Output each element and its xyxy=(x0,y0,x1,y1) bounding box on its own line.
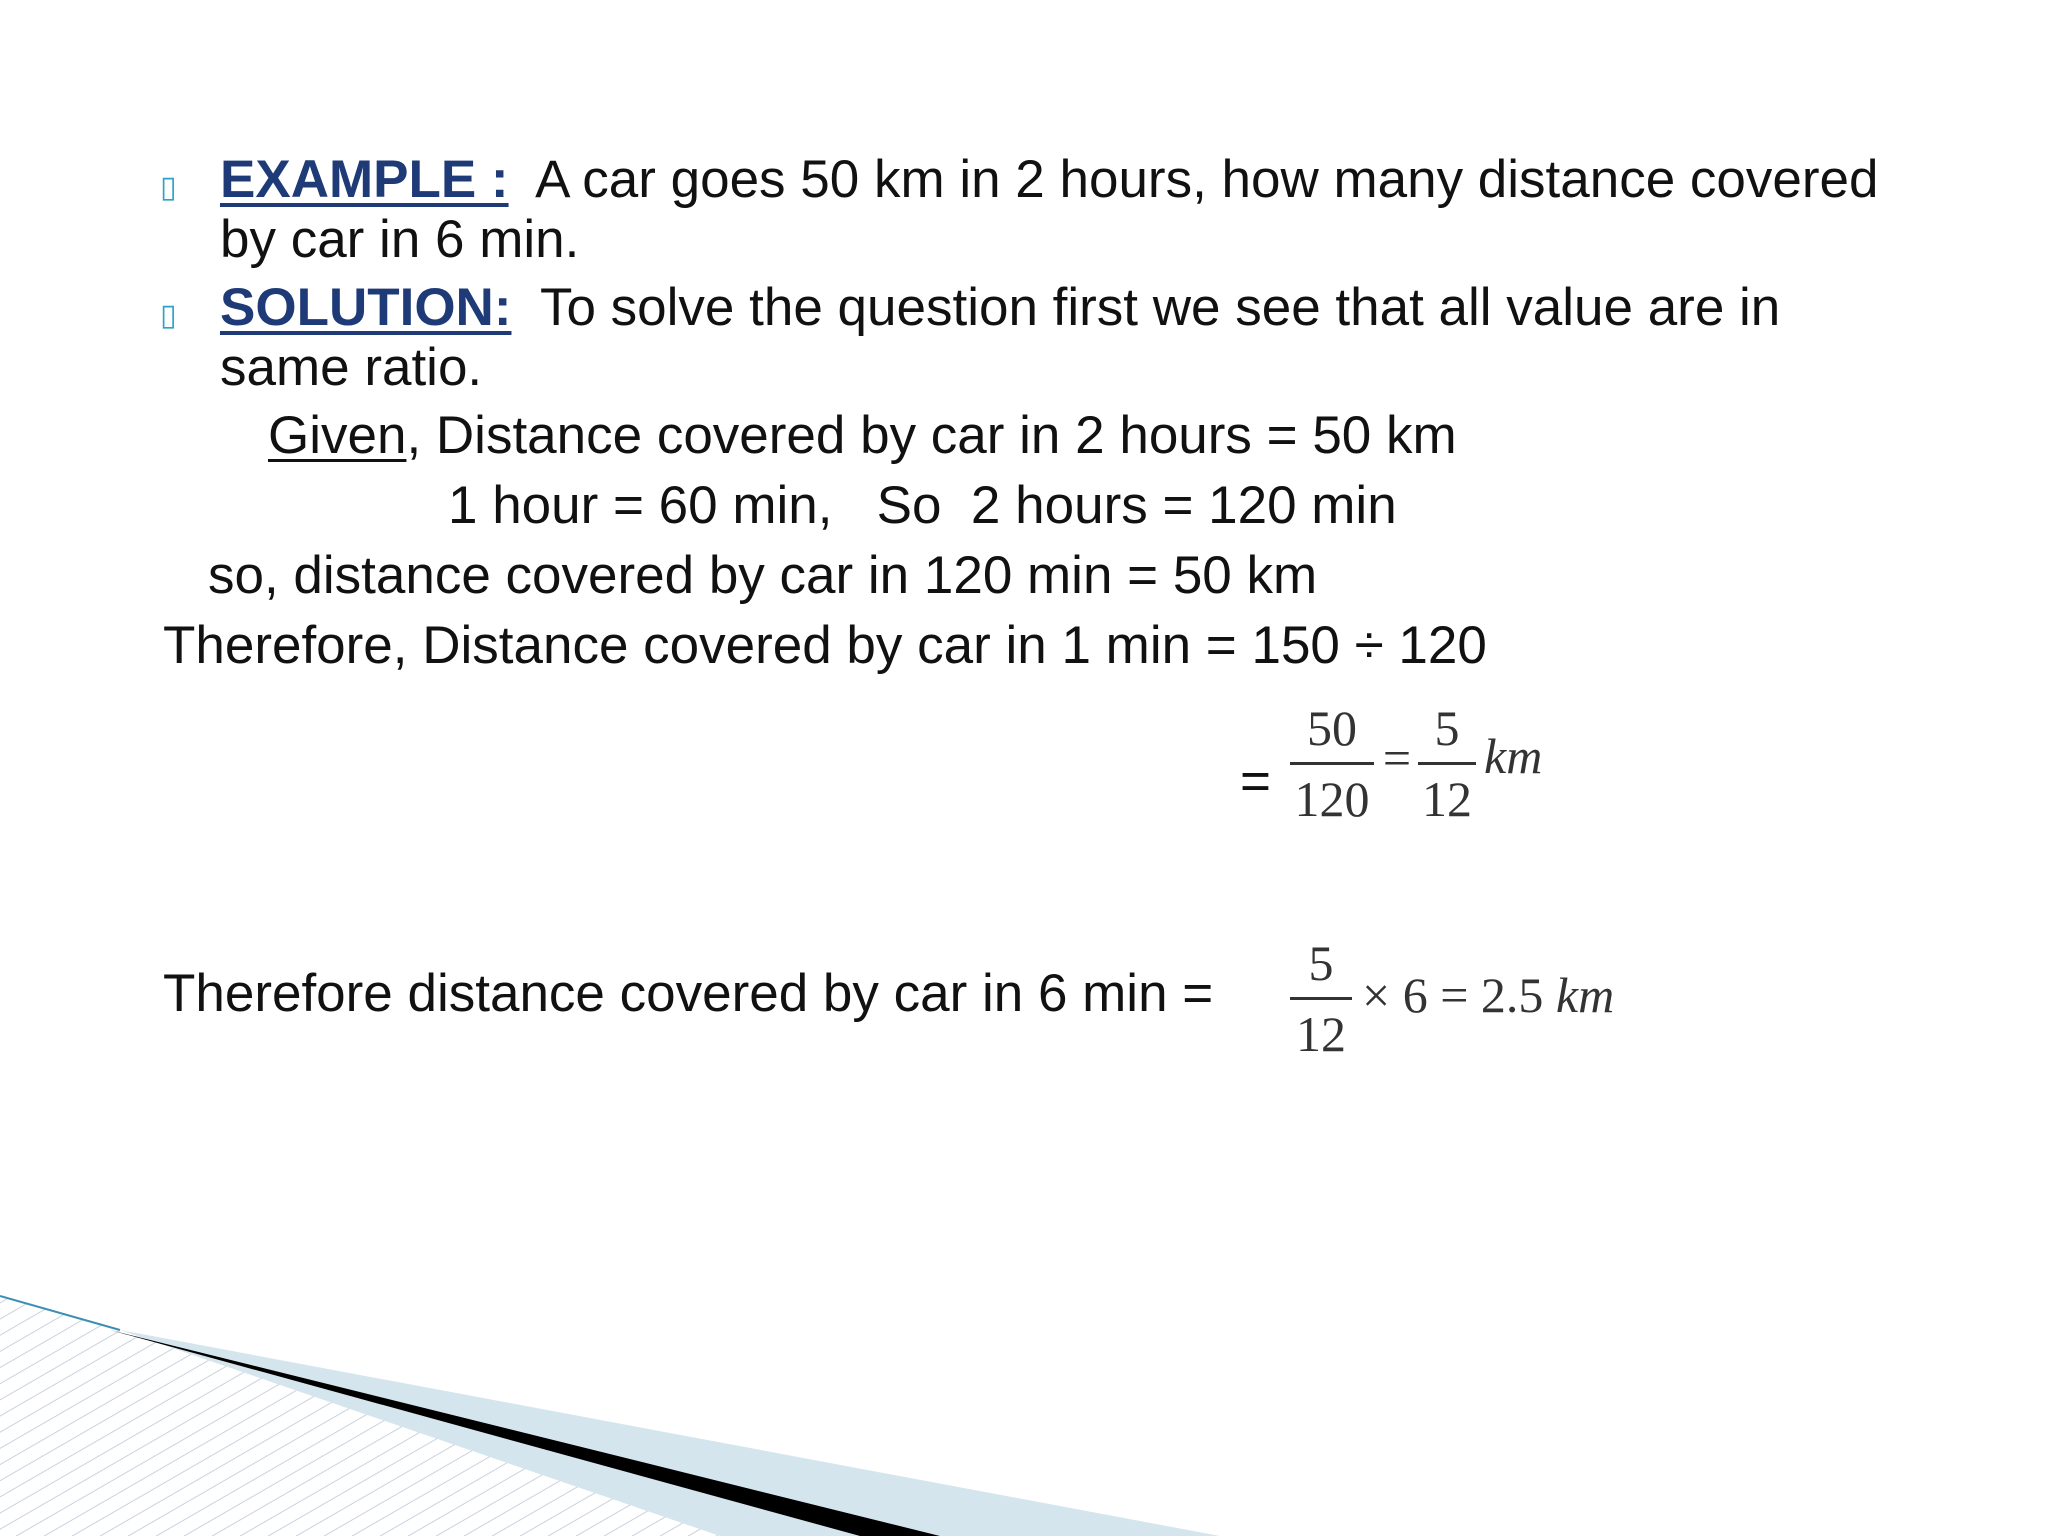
example-heading: EXAMPLE : xyxy=(220,150,509,209)
eq1-fraction-2 xyxy=(1418,700,1476,827)
given-line xyxy=(268,406,1457,466)
eq2-rest-text: × 6 = 2.5 xyxy=(1362,967,1544,1023)
so-line: so, distance covered by car in 120 min = 50 km xyxy=(208,546,1318,605)
eq2-fraction xyxy=(1290,935,1352,1062)
example-text-1: A car goes 50 km in 2 hours, how many distance covered xyxy=(535,150,1879,209)
eq1-frac1-denominator: 120 xyxy=(1294,771,1370,827)
eq1-frac2-numerator: 5 xyxy=(1434,700,1460,756)
solution-text-1: To solve the question first we see that all value are in xyxy=(539,278,1781,337)
fraction-bar xyxy=(1290,997,1352,1000)
eq1-equals: = xyxy=(1240,752,1271,811)
eq1-unit: km xyxy=(1484,728,1543,784)
example-line-1 xyxy=(220,150,1878,210)
eq1-mid-equals: = xyxy=(1382,730,1412,786)
solution-line-1 xyxy=(220,278,1780,338)
solution-line-2 xyxy=(220,338,482,398)
fraction-bar xyxy=(1290,762,1374,765)
fraction-bar xyxy=(1418,762,1476,765)
bullet-square-icon: ▯ xyxy=(160,170,177,205)
given-text: , Distance covered by car in 2 hours = 50 km xyxy=(406,406,1457,465)
therefore-line-2: Therefore distance covered by car in 6 min = xyxy=(163,964,1214,1023)
solution-heading: SOLUTION: xyxy=(220,278,512,337)
example-line-2 xyxy=(220,210,579,270)
eq1-fraction-1 xyxy=(1290,700,1374,827)
decorative-swoosh xyxy=(0,1270,2048,1536)
conversion-line: 1 hour = 60 min, So 2 hours = 120 min xyxy=(448,476,1397,535)
eq1-frac2-denominator: 12 xyxy=(1422,771,1472,827)
eq2-math xyxy=(1290,935,1710,1075)
eq1-frac1-numerator: 50 xyxy=(1307,700,1357,756)
eq2-rest xyxy=(1362,967,1702,1023)
eq1-math xyxy=(1290,700,1630,840)
eq2-denominator: 12 xyxy=(1296,1006,1346,1062)
solution-text-2: same ratio. xyxy=(220,338,483,397)
example-text-2: by car in 6 min. xyxy=(220,210,580,269)
eq2-numerator: 5 xyxy=(1308,935,1334,991)
given-label: Given xyxy=(268,406,407,465)
eq2-unit: km xyxy=(1555,967,1615,1023)
bullet-square-icon: ▯ xyxy=(160,298,177,333)
therefore-line-1: Therefore, Distance covered by car in 1 min = 150 ÷ 120 xyxy=(163,616,1487,675)
